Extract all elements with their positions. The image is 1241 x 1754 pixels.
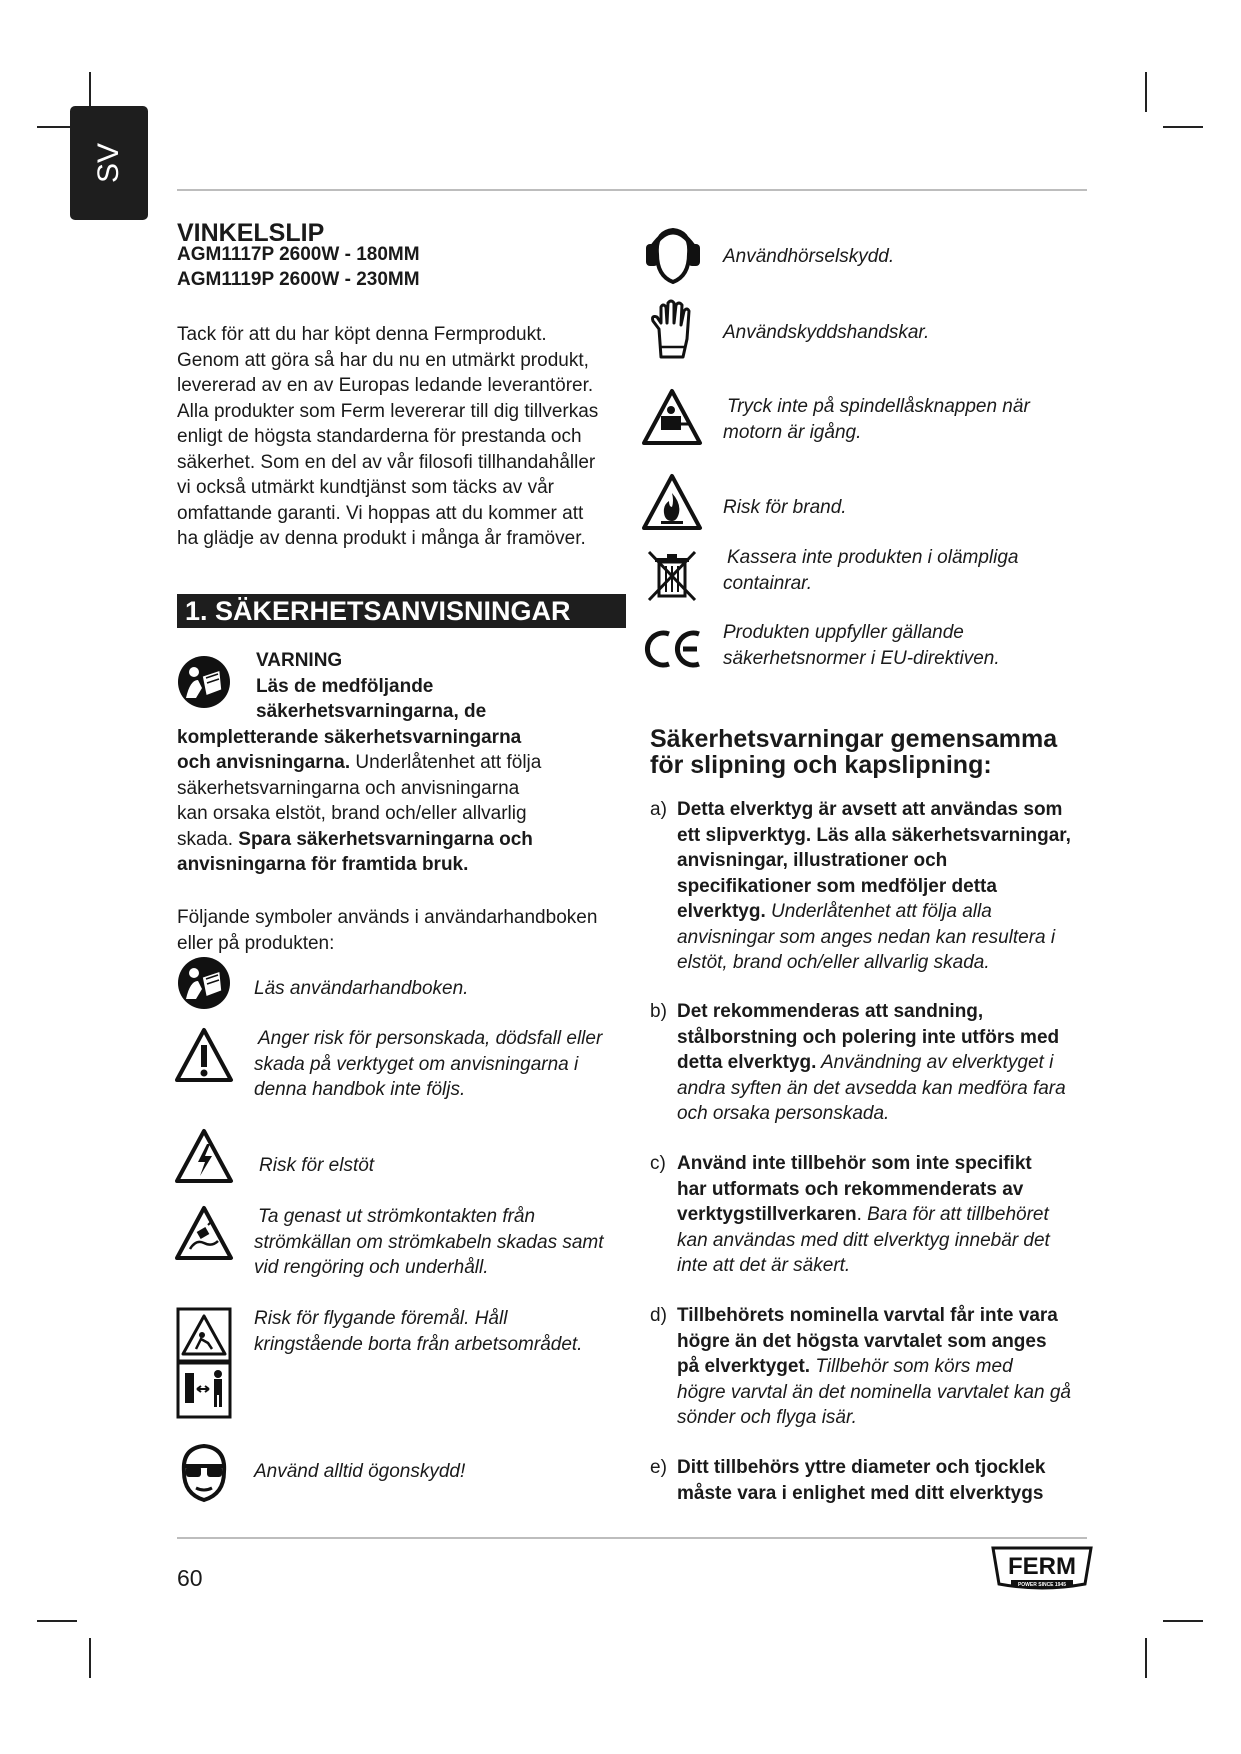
- crop-mark: [89, 1638, 91, 1678]
- crop-mark: [37, 1620, 77, 1622]
- list-item: a) Detta elverktyg är avsett att användas som ett slipverktyg. Läs alla säkerhetsvarningar, anvisningar, illustrationer och specifikationer som medföljer detta elverktyg. Underlåtenhet att följa alla anvisningar som anges nedan kan resultera i elstöt, brand och/eller allvarlig skada.: [650, 799, 1071, 973]
- section-heading: 1. SÄKERHETSANVISNINGAR: [177, 594, 626, 628]
- unplug-icon: [174, 1205, 234, 1261]
- crop-mark: [1163, 1620, 1203, 1622]
- model-line: AGM1117P 2600W - 180MM: [177, 244, 420, 265]
- list-item: b) Det rekommenderas att sandning, stålborstning och polering inte utförs med detta elverktyg. Användning av elverktyget i andra syften än det avsedda kan medföra fara och orsaka personskada.: [650, 1001, 1066, 1124]
- warning-block: VARNING Läs de medföljande säkerhetsvarningarna, de kompletterande säkerhetsvarningarna och anvisningarna. Underlåtenhet att följa säkerhetsvarningarna och anvisningarna kan orsaka elstöt, brand och/eller allvarlig skada. Spara säkerhetsvarningarna och anvisningarna för framtida bruk.: [177, 650, 542, 875]
- hearing-protection-icon: [643, 224, 703, 286]
- crop-mark: [1163, 126, 1203, 128]
- model-line: AGM1119P 2600W - 230MM: [177, 269, 420, 290]
- symbol-caption: Använd alltid ögonskydd!: [254, 1461, 466, 1482]
- crop-mark: [1145, 1638, 1147, 1678]
- symbol-caption: Kassera inte produkten i olämpliga containrar.: [723, 547, 1019, 594]
- symbol-caption: Ta genast ut strömkontakten från strömkällan om strömkabeln skadas samt vid rengöring och underhåll.: [254, 1206, 604, 1278]
- list-item: e) Ditt tillbehörs yttre diameter och tjocklek måste vara i enlighet med ditt elverktygs: [650, 1457, 1046, 1504]
- ce-mark-icon: [643, 628, 703, 670]
- intro-paragraph: Tack för att du har köpt denna Fermprodukt. Genom att göra så har du nu en utmärkt produkt, levererad av en av Europas ledande leverantörer. Alla produkter som Ferm levererar till dig tillverkas enligt de högsta standarderna för prestanda och säkerhet. Som en del av vår filosofi tillhandahåller vi också utmärkt kundtjänst som täcks av vår omfattande garanti. Vi hoppas att du kommer att ha glädje av denna produkt i många år framöver.: [177, 324, 599, 549]
- weee-bin-icon: [645, 548, 699, 604]
- eye-protection-icon: [176, 1442, 232, 1504]
- list-item: d) Tillbehörets nominella varvtal får inte vara högre än det högsta varvtalet som anges på elverktyget. Tillbehör som körs med högre varvtal än det nominella varvtalet kan gå sönder och flyga isär.: [650, 1305, 1071, 1428]
- footer-rule: [177, 1537, 1087, 1539]
- warning-triangle-icon: [174, 1027, 234, 1083]
- header-rule: [177, 189, 1087, 191]
- symbol-caption: Användskyddshandskar.: [723, 322, 930, 343]
- symbol-caption: Användhörselskydd.: [723, 246, 895, 267]
- symbol-caption: Läs användarhandboken.: [254, 978, 469, 999]
- section-subheading: Säkerhetsvarningar gemensamma för slipning och kapslipning:: [650, 725, 1058, 779]
- spindle-lock-warning-icon: [641, 388, 703, 446]
- electric-shock-icon: [174, 1128, 234, 1184]
- symbol-caption: Produkten uppfyller gällande säkerhetsnormer i EU-direktiven.: [723, 622, 1000, 669]
- symbol-caption: Risk för brand.: [723, 497, 847, 518]
- fire-risk-icon: [641, 473, 703, 531]
- symbol-caption: Anger risk för personskada, dödsfall eller skada på verktyget om anvisningarna i denna handbok inte följs.: [254, 1028, 603, 1100]
- doc-title: VINKELSLIP: [177, 219, 325, 247]
- read-manual-icon: [176, 955, 232, 1011]
- crop-mark: [1145, 72, 1147, 112]
- symbol-caption: Tryck inte på spindellåsknappen när motorn är igång.: [723, 396, 1030, 443]
- symbol-caption: Risk för elstöt: [259, 1155, 375, 1176]
- gloves-icon: [649, 299, 697, 361]
- symbol-caption: Risk för flygande föremål. Håll kringstående borta från arbetsområdet.: [254, 1308, 583, 1355]
- svg-text:POWER SINCE 1945: POWER SINCE 1945: [1017, 1582, 1067, 1588]
- symbols-intro: Följande symboler används i användarhandboken eller på produkten:: [177, 907, 598, 954]
- list-item: c) Använd inte tillbehör som inte specifikt har utformats och rekommenderats av verktygstillverkaren. Bara för att tillbehöret kan användas med ditt elverktyg innebär det inte att det är säkert.: [650, 1153, 1050, 1276]
- ferm-logo: [989, 1546, 1095, 1592]
- page-number: 60: [177, 1565, 203, 1591]
- flying-objects-icon: [176, 1307, 232, 1419]
- svg-text:FERM: FERM: [1008, 1553, 1076, 1580]
- language-tab: SV: [70, 106, 148, 220]
